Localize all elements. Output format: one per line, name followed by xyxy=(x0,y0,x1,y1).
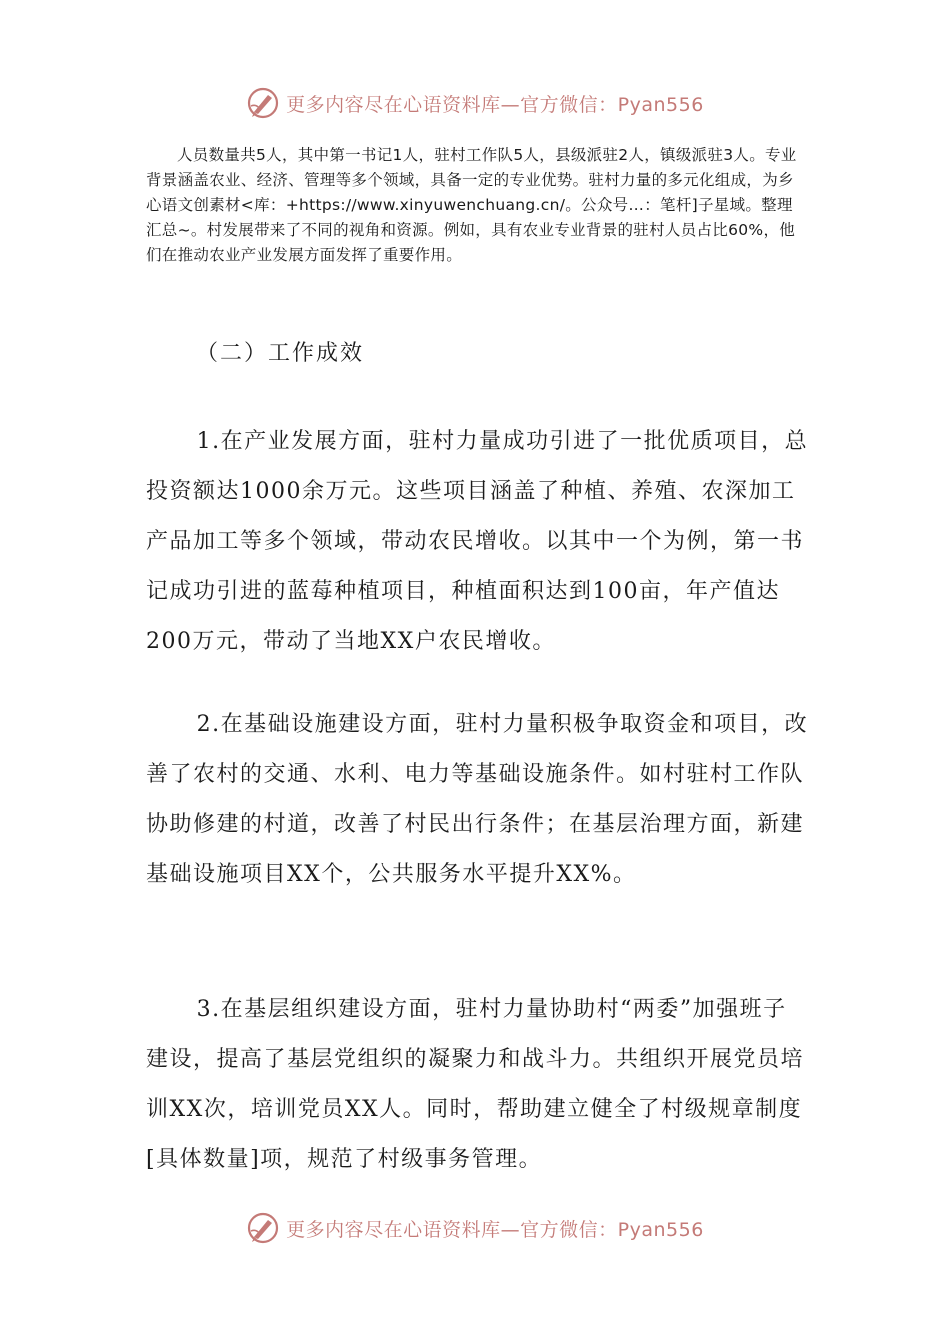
pen-logo-icon xyxy=(246,1211,280,1245)
watermark-text: 更多内容尽在心语资料库—官方微信：Pyan556 xyxy=(286,93,704,116)
intro-paragraph: 人员数量共5人，其中第一书记1人，驻村工作队5人，县级派驻2人，镇级派驻3人。专业背景涵盖农业、经济、管理等多个领域，具备一定的专业优势。驻村力量的多元化组成，为乡心语文创素材<库：+https://www.xinyuwenchuang.cn/。公众号…：笔杆]子星域。整理汇总~。村发展带来了不同的视角和资源。例如，具有农业专业背景的驻村人员占比60%，他们在推动农业产业发展方面发挥了重要作用。 xyxy=(146,146,797,264)
watermark-text: 更多内容尽在心语资料库—官方微信：Pyan556 xyxy=(286,1218,704,1241)
paragraph-organization: 3.在基层组织建设方面，驻村力量协助村“两委”加强班子建设，提高了基层党组织的凝聚力和战斗力。共组织开展党员培训XX次，培训党员XX人。同时，帮助建立健全了村级规章制度[具体数量]项，规范了村级事务管理。 xyxy=(146,997,805,1172)
section-heading: （二）工作成效 xyxy=(196,341,365,366)
paragraph-industry: 1.在产业发展方面，驻村力量成功引进了一批优质项目，总投资额达1000余万元。这些项目涵盖了种植、养殖、农深加工产品加工等多个领域，带动农民增收。以其中一个为例，第一书记成功引进的蓝莓种植项目，种植面积达到100亩，年产值达200万元，带动了当地XX户农民增收。 xyxy=(146,429,809,654)
paragraph-infrastructure: 2.在基础设施建设方面，驻村力量积极争取资金和项目，改善了农村的交通、水利、电力等基础设施条件。如村驻村工作队协助修建的村道，改善了村民出行条件；在基层治理方面，新建基础设施项目XX个，公共服务水平提升XX%。 xyxy=(146,712,809,887)
footer-watermark xyxy=(0,1211,950,1245)
header-watermark xyxy=(0,86,950,120)
pen-logo-icon xyxy=(246,86,280,120)
